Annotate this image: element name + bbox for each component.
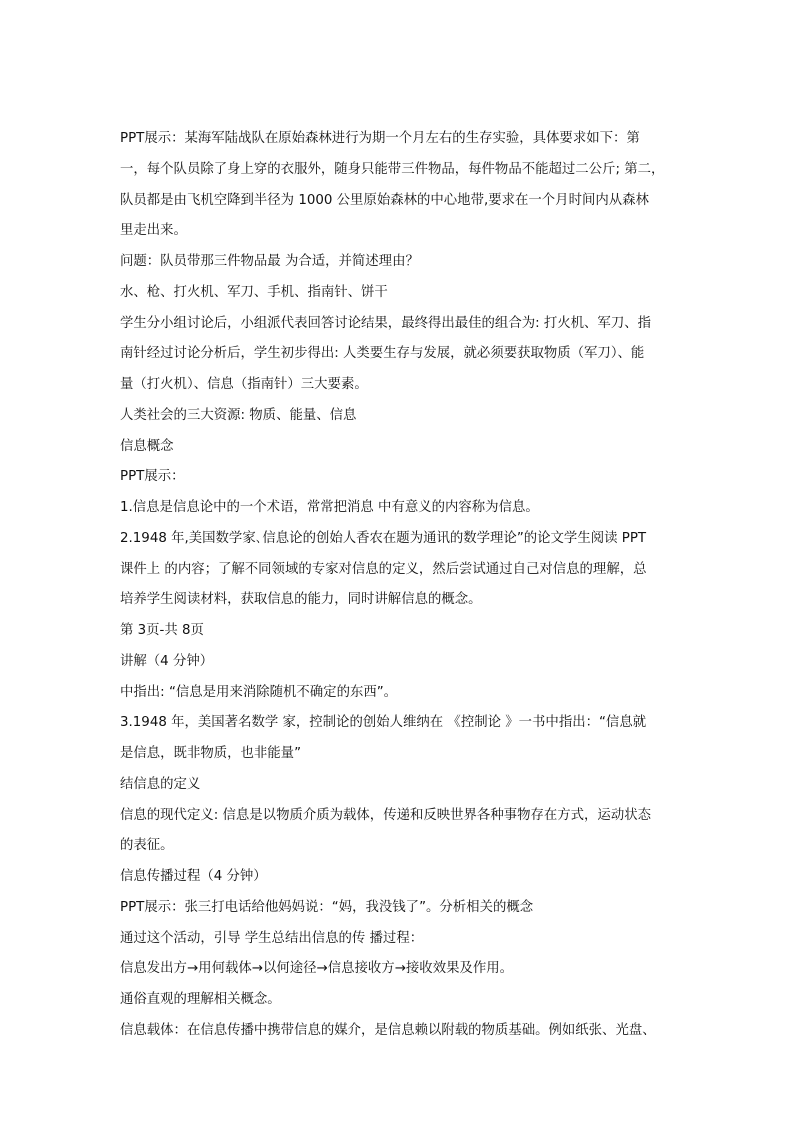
text-line: 里走出来。 [120, 223, 187, 239]
text-line: PPT展示：张三打电话给他妈妈说：“妈，我没钱了”。分析相关的概念 [120, 899, 534, 915]
section-heading: 信息传播过程（4 分钟） [120, 869, 267, 884]
text-line: 通过这个活动，引导 学生总结出信息的传 播过程： [120, 930, 424, 946]
text-line: 量（打火机）、信息（指南针）三大要素。 [120, 377, 368, 392]
document-body [120, 124, 678, 1047]
text-line: 南针经过讨论分析后，学生初步得出: 人类要生存与发展，就必须要获取物质（军刀）、能 [120, 346, 645, 362]
text-line: 课件上 的内容；了解不同领域的专家对信息的定义，然后尝试通过自己对信息的理解，总 [120, 561, 647, 577]
text-line: 学生分小组讨论后，小组派代表回答讨论结果，最终得出最佳的组合为: 打火机、军刀、指 [120, 315, 651, 331]
text-line: 水、枪、打火机、军刀、手机、指南针、饼干 [120, 284, 388, 300]
page-number: 第 3页-共 8页 [120, 623, 204, 638]
text-line: 结信息的定义 [120, 776, 201, 792]
text-line: 队员都是由飞机空降到半径为 1000 公里原始森林的中心地带,要求在一个月时间内从森林 [120, 192, 649, 208]
text-line: 通俗直观的理解相关概念。 [120, 992, 281, 1007]
text-line: 是信息，既非物质，也非能量” [120, 746, 302, 761]
text-line: PPT展示：某海军陆战队在原始森林进行为期一个月左右的生存实验，具体要求如下：第 [120, 131, 640, 146]
text-line: 人类社会的三大资源: 物质、能量、信息 [120, 407, 357, 423]
text-line: 中指出: “信息是用来消除随机不确定的东西”。 [120, 684, 398, 700]
text-line: PPT展示： [120, 469, 185, 485]
text-line: 信息的现代定义: 信息是以物质介质为载体，传递和反映世界各种事物存在方式，运动状态 [120, 807, 651, 823]
text-line: 3.1948 年，美国著名数学 家，控制论的创始人维纳在 《控制论 》一书中指出：“信息就 [120, 715, 647, 731]
text-line: 信息载体：在信息传播中携带信息的媒介，是信息赖以附载的物质基础。例如纸张、光盘、 [120, 1022, 656, 1038]
text-line: 的表征。 [120, 838, 174, 854]
text-line: 2.1948 年,美国数学家､信息论的创始人香农在题为通讯的数学理论”的论文学生阅读 PPT [120, 530, 647, 546]
text-line: 讲解（4 分钟） [120, 653, 214, 669]
text-line: 培养学生阅读材料，获取信息的能力，同时讲解信息的概念。 [120, 592, 482, 608]
section-heading: 信息概念 [120, 438, 174, 454]
text-line: 1.信息是信息论中的一个术语，常常把消息 中有意义的内容称为信息。 [120, 500, 539, 515]
text-line: 问题：队员带那三件物品最 为合适，并简述理由？ [120, 254, 419, 269]
text-line: 信息发出方→用何载体→以何途径→信息接收方→接收效果及作用。 [120, 961, 514, 977]
text-line: 一，每个队员除了身上穿的衣服外，随身只能带三件物品，每件物品不能超过二公斤; 第二， [120, 161, 665, 177]
